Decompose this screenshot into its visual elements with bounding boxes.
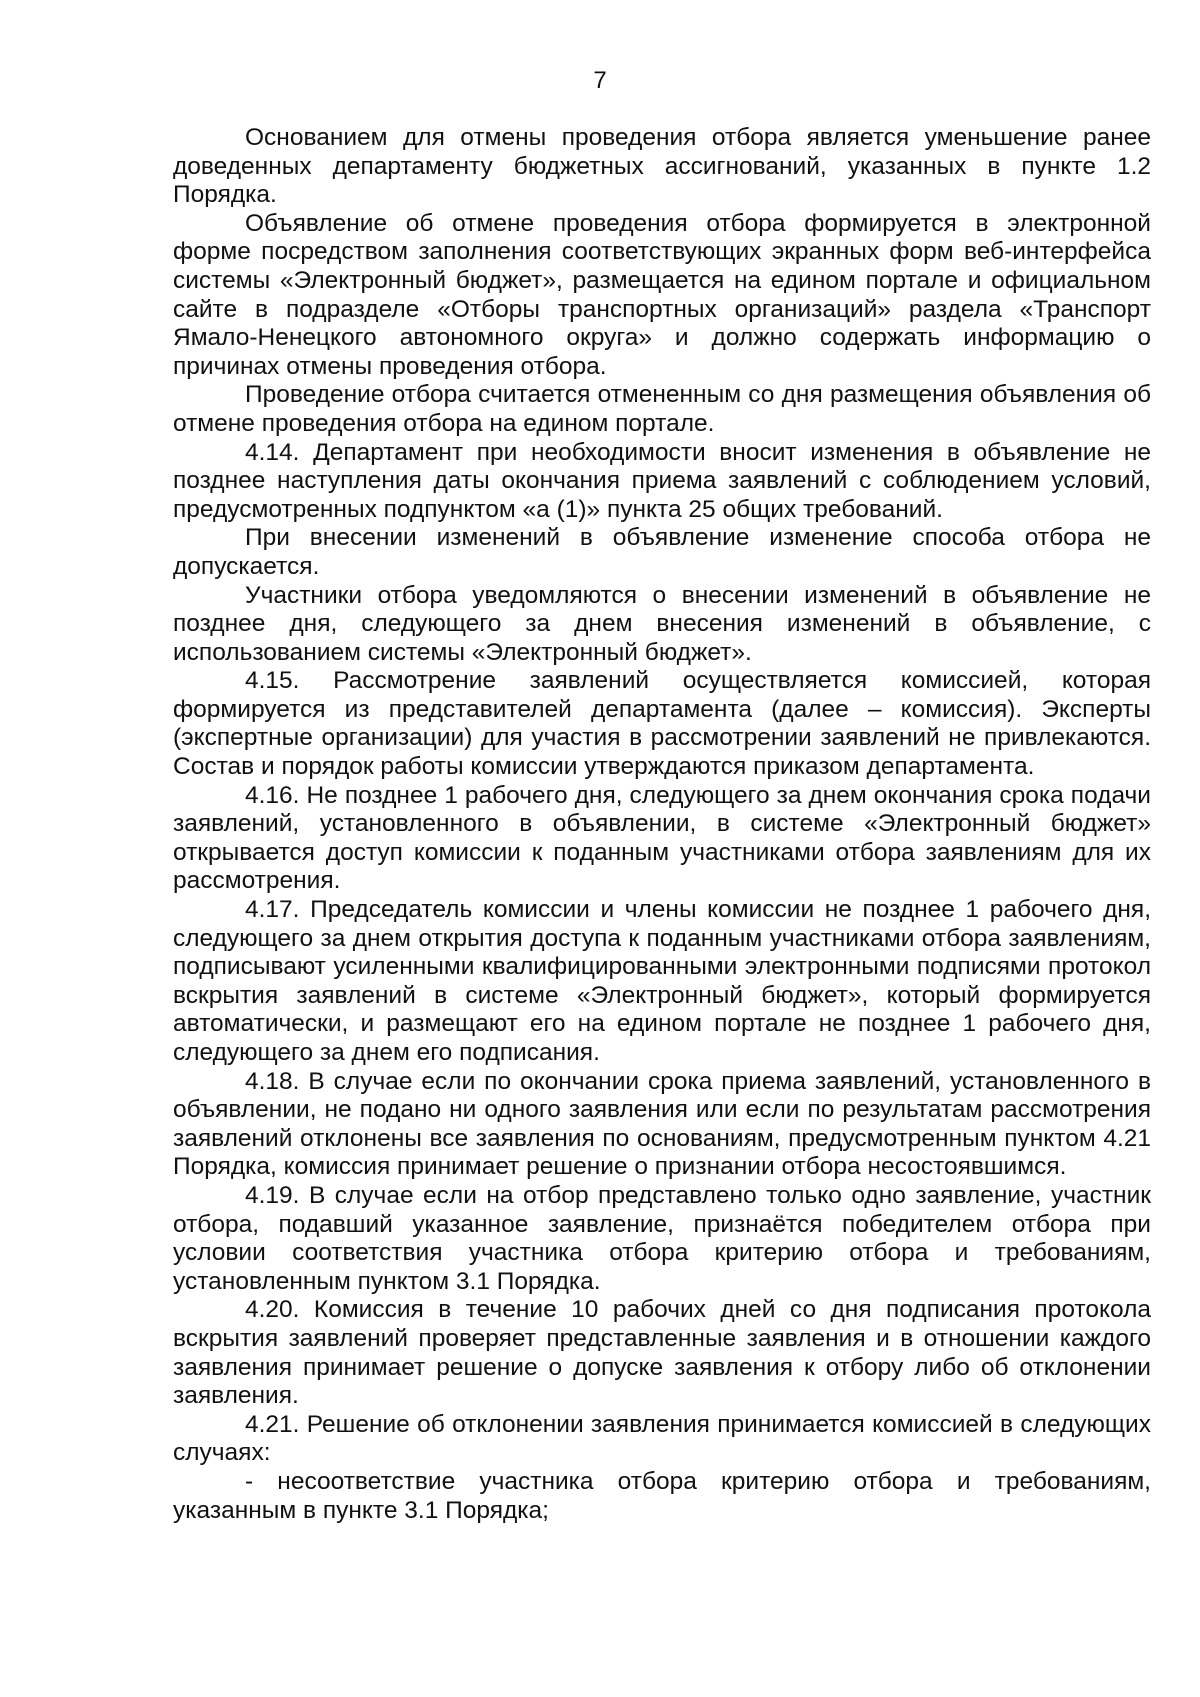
paragraph-4-21: 4.21. Решение об отклонении заявления принимается комиссией в следующих случаях: — [173, 1410, 1151, 1467]
paragraph-method-change-prohibited: При внесении изменений в объявление изменение способа отбора не допускается. — [173, 524, 1151, 580]
page-number: 7 — [593, 67, 607, 94]
document-body — [173, 124, 1151, 1525]
paragraph-4-20: 4.20. Комиссия в течение 10 рабочих дней со дня подписания протокола вскрытия заявлений проверяет представленные заявления и в отношении каждого заявления принимает решение о допуске заявления к отбору либо об отклонении заявления. — [173, 1296, 1151, 1410]
paragraph-4-16: 4.16. Не позднее 1 рабочего дня, следующего за днем окончания срока подачи заявлений, установленного в объявлении, в системе «Электронный бюджет» открывается доступ комиссии к поданным участниками отбора заявлениям для их рассмотрения. — [173, 781, 1151, 895]
paragraph-4-14: 4.14. Департамент при необходимости вносит изменения в объявление не позднее наступления даты окончания приема заявлений с соблюдением условий, предусмотренных подпунктом «а (1)» пункта 25 общих требований. — [173, 438, 1151, 523]
paragraph-4-19: 4.19. В случае если на отбор представлено только одно заявление, участник отбора, подавший указанное заявление, признаётся победителем отбора при условии соответствия участника отбора критерию отбора и требованиям, установленным пунктом 3.1 Порядка. — [173, 1181, 1151, 1295]
paragraph-participants-notified: Участники отбора уведомляются о внесении изменений в объявление не позднее дня, следующего за днем внесения изменений в объявление, с использованием системы «Электронный бюджет». — [173, 581, 1151, 666]
paragraph-cancellation-basis: Основанием для отмены проведения отбора является уменьшение ранее доведенных департаменту бюджетных ассигнований, указанных в пункте 1.2 Порядка. — [173, 124, 1151, 209]
paragraph-cancellation-effective: Проведение отбора считается отмененным со дня размещения объявления об отмене проведения отбора на едином портале. — [173, 381, 1151, 437]
paragraph-4-17: 4.17. Председатель комиссии и члены комиссии не позднее 1 рабочего дня, следующего за днем открытия доступа к поданным участниками отбора заявлениям, подписывают усиленными квалифицированными электронными подписями протокол вскрытия заявлений в системе «Электронный бюджет», который формируется автоматически, и размещают его на едином портале не позднее 1 рабочего дня, следующего за днем его подписания. — [173, 896, 1151, 1066]
paragraph-4-18: 4.18. В случае если по окончании срока приема заявлений, установленного в объявлении, не подано ни одного заявления или если по результатам рассмотрения заявлений отклонены все заявления по основаниям, предусмотренным пунктом 4.21 Порядка, комиссия принимает решение о признании отбора несостоявшимся. — [173, 1067, 1151, 1181]
paragraph-cancellation-notice: Объявление об отмене проведения отбора формируется в электронной форме посредством заполнения соответствующих экранных форм веб-интерфейса системы «Электронный бюджет», размещается на едином портале и официальном сайте в подразделе «Отборы транспортных организаций» раздела «Транспорт Ямало-Ненецкого автономного округа» и должно содержать информацию о причинах отмены проведения отбора. — [173, 209, 1151, 380]
paragraph-4-15: 4.15. Рассмотрение заявлений осуществляется комиссией, которая формируется из представителей департамента (далее – комиссия). Эксперты (экспертные организации) для участия в рассмотрении заявлений не привлекаются. Состав и порядок работы комиссии утверждаются приказом департамента. — [173, 667, 1151, 781]
list-item-criteria-mismatch: - несоответствие участника отбора критерию отбора и требованиям, указанным в пункте 3.1 Порядка; — [173, 1467, 1151, 1524]
